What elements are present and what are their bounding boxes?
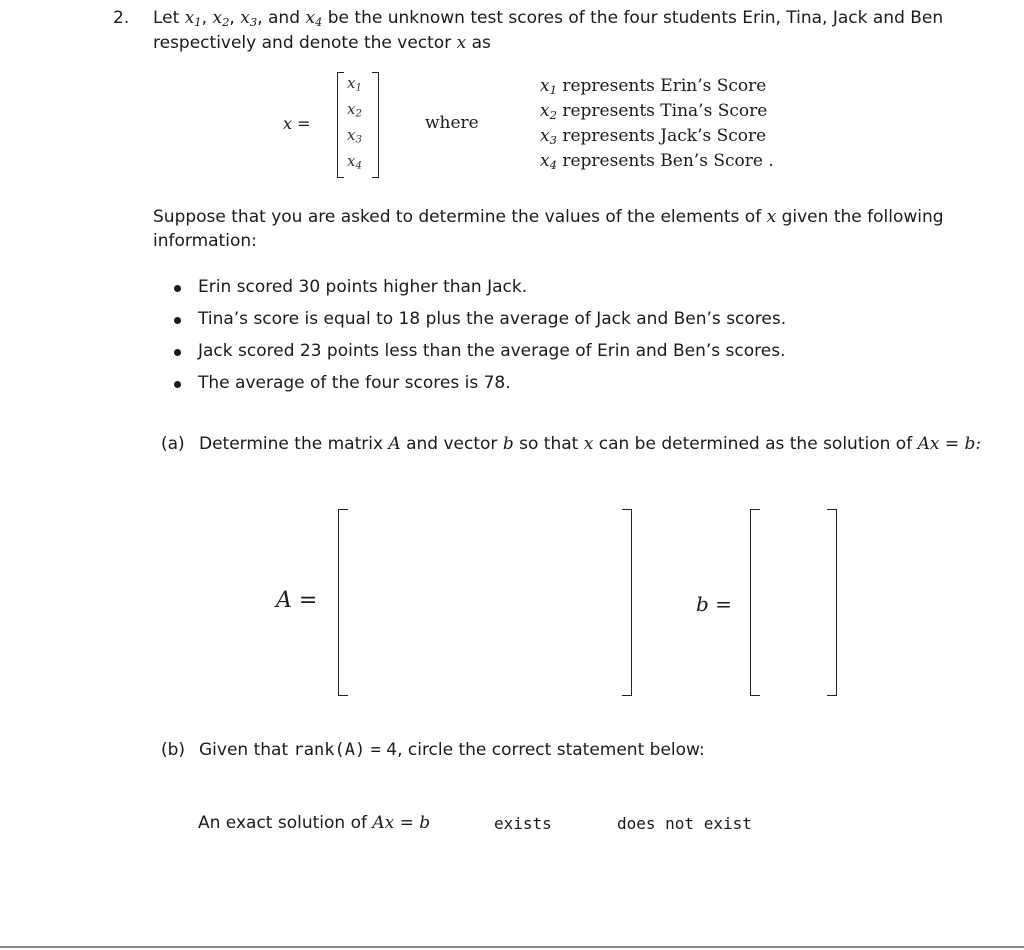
A-equals-label: A =	[276, 588, 318, 613]
option-does-not-exist[interactable]: does not exist	[617, 814, 752, 833]
part-a-vector-b: b	[502, 434, 514, 454]
vector-cell-x4: $x_4$	[347, 152, 362, 172]
intro-text: be the unknown test scores of the four students Erin, Tina, Jack and Ben	[327, 8, 944, 28]
represents-x2: $x_2$ represents Tina’s Score	[540, 101, 768, 122]
part-b-label: (b)	[161, 740, 186, 760]
where-label: where	[425, 113, 479, 133]
bullet-dot-3	[174, 349, 181, 356]
suppose-line-1	[153, 207, 944, 227]
part-a-text-4: can be determined as the solution of	[598, 434, 913, 454]
part-a-var-x: x	[583, 434, 594, 454]
represents-list	[540, 74, 774, 174]
bullet-dot-4	[174, 381, 181, 388]
intro-line-2	[153, 33, 491, 53]
part-b-rank: rank(A)	[293, 740, 366, 760]
suppose-text-a: Suppose that you are asked to determine the values of the elements of	[153, 207, 762, 227]
bullet-2: Tina’s score is equal to 18 plus the average of Jack and Ben’s scores.	[198, 309, 787, 329]
vector-cell-x2: $x_2$	[347, 100, 362, 120]
intro-as: as	[471, 33, 491, 53]
suppose-var-x: x	[766, 207, 777, 227]
vector-b-answer-area[interactable]	[762, 512, 826, 692]
vector-right-bracket	[372, 72, 379, 178]
bullet-dot-1	[174, 285, 181, 292]
var-x1: $x_1$	[184, 8, 202, 29]
part-b-text-1: Given that	[199, 740, 289, 760]
vector-b-left-bracket	[750, 509, 760, 696]
part-b-text-2: 4, circle the correct statement below:	[386, 740, 705, 760]
matrix-A-left-bracket	[338, 509, 348, 696]
intro-let: Let	[153, 8, 180, 28]
var-x: x	[456, 33, 467, 53]
vector-left-bracket	[337, 72, 344, 178]
problem-number: 2.	[113, 8, 130, 28]
part-a-text-1: Determine the matrix	[199, 434, 384, 454]
part-b-text	[199, 740, 705, 760]
statement	[198, 813, 430, 833]
part-a-label: (a)	[161, 434, 185, 454]
represents-x4: $x_4$ represents Ben’s Score .	[540, 151, 774, 172]
part-b-eq: =	[370, 740, 381, 760]
part-a-text	[199, 434, 981, 454]
statement-text: An exact solution of	[198, 813, 367, 833]
bullet-dot-2	[174, 317, 181, 324]
option-exists[interactable]: exists	[494, 814, 552, 833]
vector-cell-x3: $x_3$	[347, 126, 362, 146]
b-equals-label: b =	[696, 592, 732, 616]
var-x2: $x_2$	[212, 8, 230, 29]
intro-and: and	[268, 8, 300, 28]
vector-lhs: x =	[283, 114, 311, 133]
intro-line-1	[153, 8, 943, 28]
comma-1: ,	[201, 8, 208, 28]
bullet-1: Erin scored 30 points higher than Jack.	[198, 277, 528, 297]
column-vector	[337, 72, 379, 178]
part-a-text-2: and vector	[406, 434, 498, 454]
intro-line2-text: respectively and denote the vector	[153, 33, 452, 53]
represents-x1: $x_1$ represents Erin’s Score	[540, 76, 767, 97]
represents-x3: $x_3$ represents Jack’s Score	[540, 126, 767, 147]
matrix-A-right-bracket	[622, 509, 632, 696]
bullet-4: The average of the four scores is 78.	[198, 373, 511, 393]
part-a-equation: Ax = b:	[917, 434, 982, 454]
var-x3: $x_3$	[240, 8, 258, 29]
comma-3: ,	[257, 8, 263, 28]
bottom-divider	[0, 946, 1024, 948]
matrix-A-answer-area[interactable]	[350, 512, 620, 692]
bullet-3: Jack scored 23 points less than the average of Erin and Ben’s scores.	[198, 341, 786, 361]
vector-cell-x1: $x_1$	[347, 74, 362, 94]
part-a-text-3: so that	[519, 434, 579, 454]
statement-equation: Ax = b	[372, 813, 431, 833]
part-a-matrix-A: A	[388, 434, 401, 454]
comma-2: ,	[229, 8, 235, 28]
suppose-line-2: information:	[153, 231, 257, 251]
var-x4: $x_4$	[305, 8, 323, 29]
suppose-text-b: given the following	[781, 207, 944, 227]
vector-b-right-bracket	[827, 509, 837, 696]
